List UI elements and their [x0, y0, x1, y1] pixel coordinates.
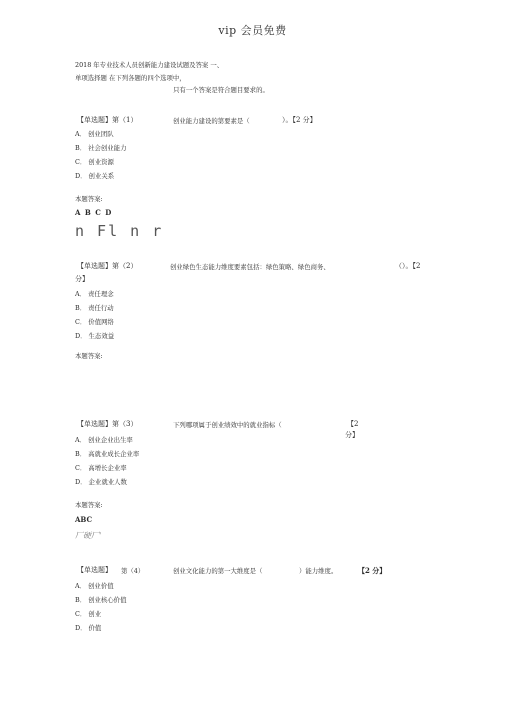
q2-stem: 创业绿色生态能力维度要素包括：绿色策略、绿色商务、: [170, 263, 330, 271]
q1-stem-tail: ）。【2 分】: [282, 116, 317, 124]
intro-line-3: 只有一个答案是符合题目要求的。: [173, 86, 269, 94]
q3-handwritten-scrawl: 厂硬厂': [75, 531, 102, 540]
q3-stem: 下列哪项属于创业绩效中的就业指标（: [173, 421, 282, 429]
q2-option-c: C． 价值网络: [75, 318, 114, 326]
q1-option-a: A． 创业团队: [75, 130, 114, 138]
q4-tag: 【单选题】: [77, 566, 112, 574]
q4-number: 第（4）: [121, 567, 145, 575]
q3-answer: ABC: [75, 515, 93, 524]
q3-tag: 【单选题】第（3）: [77, 420, 138, 428]
q4-option-c: C． 创业: [75, 610, 102, 618]
q1-answer-label: 本题答案:: [75, 195, 103, 203]
q2-tag: 【单选题】第（2）: [77, 262, 138, 270]
q1-option-b: B． 社会创业能力: [75, 144, 127, 152]
q4-option-a: A． 创业价值: [75, 582, 114, 590]
page-header-title: vip 会员免费: [218, 24, 287, 37]
q1-answer: A B C D: [75, 208, 113, 217]
q3-option-c: C． 高增长企业率: [75, 464, 127, 472]
intro-line-2: 单项选择题 在下列各题的四个选项中，: [75, 74, 186, 82]
q1-handwritten-scrawl: n Fl n r: [75, 222, 164, 240]
q4-option-b: B． 创业核心价值: [75, 596, 127, 604]
q1-option-d: D． 创业关系: [75, 172, 115, 180]
q2-answer-label: 本题答案:: [75, 352, 103, 360]
q3-option-b: B． 高就业成长企业率: [75, 450, 140, 458]
q1-stem: 创业能力建设的第要素是（: [173, 117, 250, 125]
q3-option-a: A． 创业企业出生率: [75, 436, 133, 444]
q4-stem: 创业文化能力的第一大维度是（: [173, 567, 263, 575]
q2-stem-wrap: 分】: [75, 275, 89, 283]
q3-stem-tail: 【2: [347, 420, 359, 428]
q2-option-b: B． 责任行动: [75, 304, 114, 312]
q3-answer-label: 本题答案:: [75, 501, 103, 509]
q1-option-c: C． 创业资源: [75, 158, 114, 166]
q4-stem-mid: ）能力维度。: [299, 567, 338, 575]
q2-option-a: A． 责任理念: [75, 290, 114, 298]
q2-option-d: D． 生态效益: [75, 332, 115, 340]
q2-stem-tail: （）。【2: [395, 262, 421, 270]
q3-stem-wrap: 分】: [345, 431, 359, 439]
intro-line-1: 2018 年专业技术人员创新能力建设试题及答案 一、: [75, 61, 224, 69]
q1-tag: 【单选题】第（1）: [77, 116, 138, 124]
q4-score: 【2 分】: [358, 566, 387, 575]
q4-option-d: D． 价值: [75, 624, 102, 632]
q3-option-d: D． 企业就业人数: [75, 478, 127, 486]
